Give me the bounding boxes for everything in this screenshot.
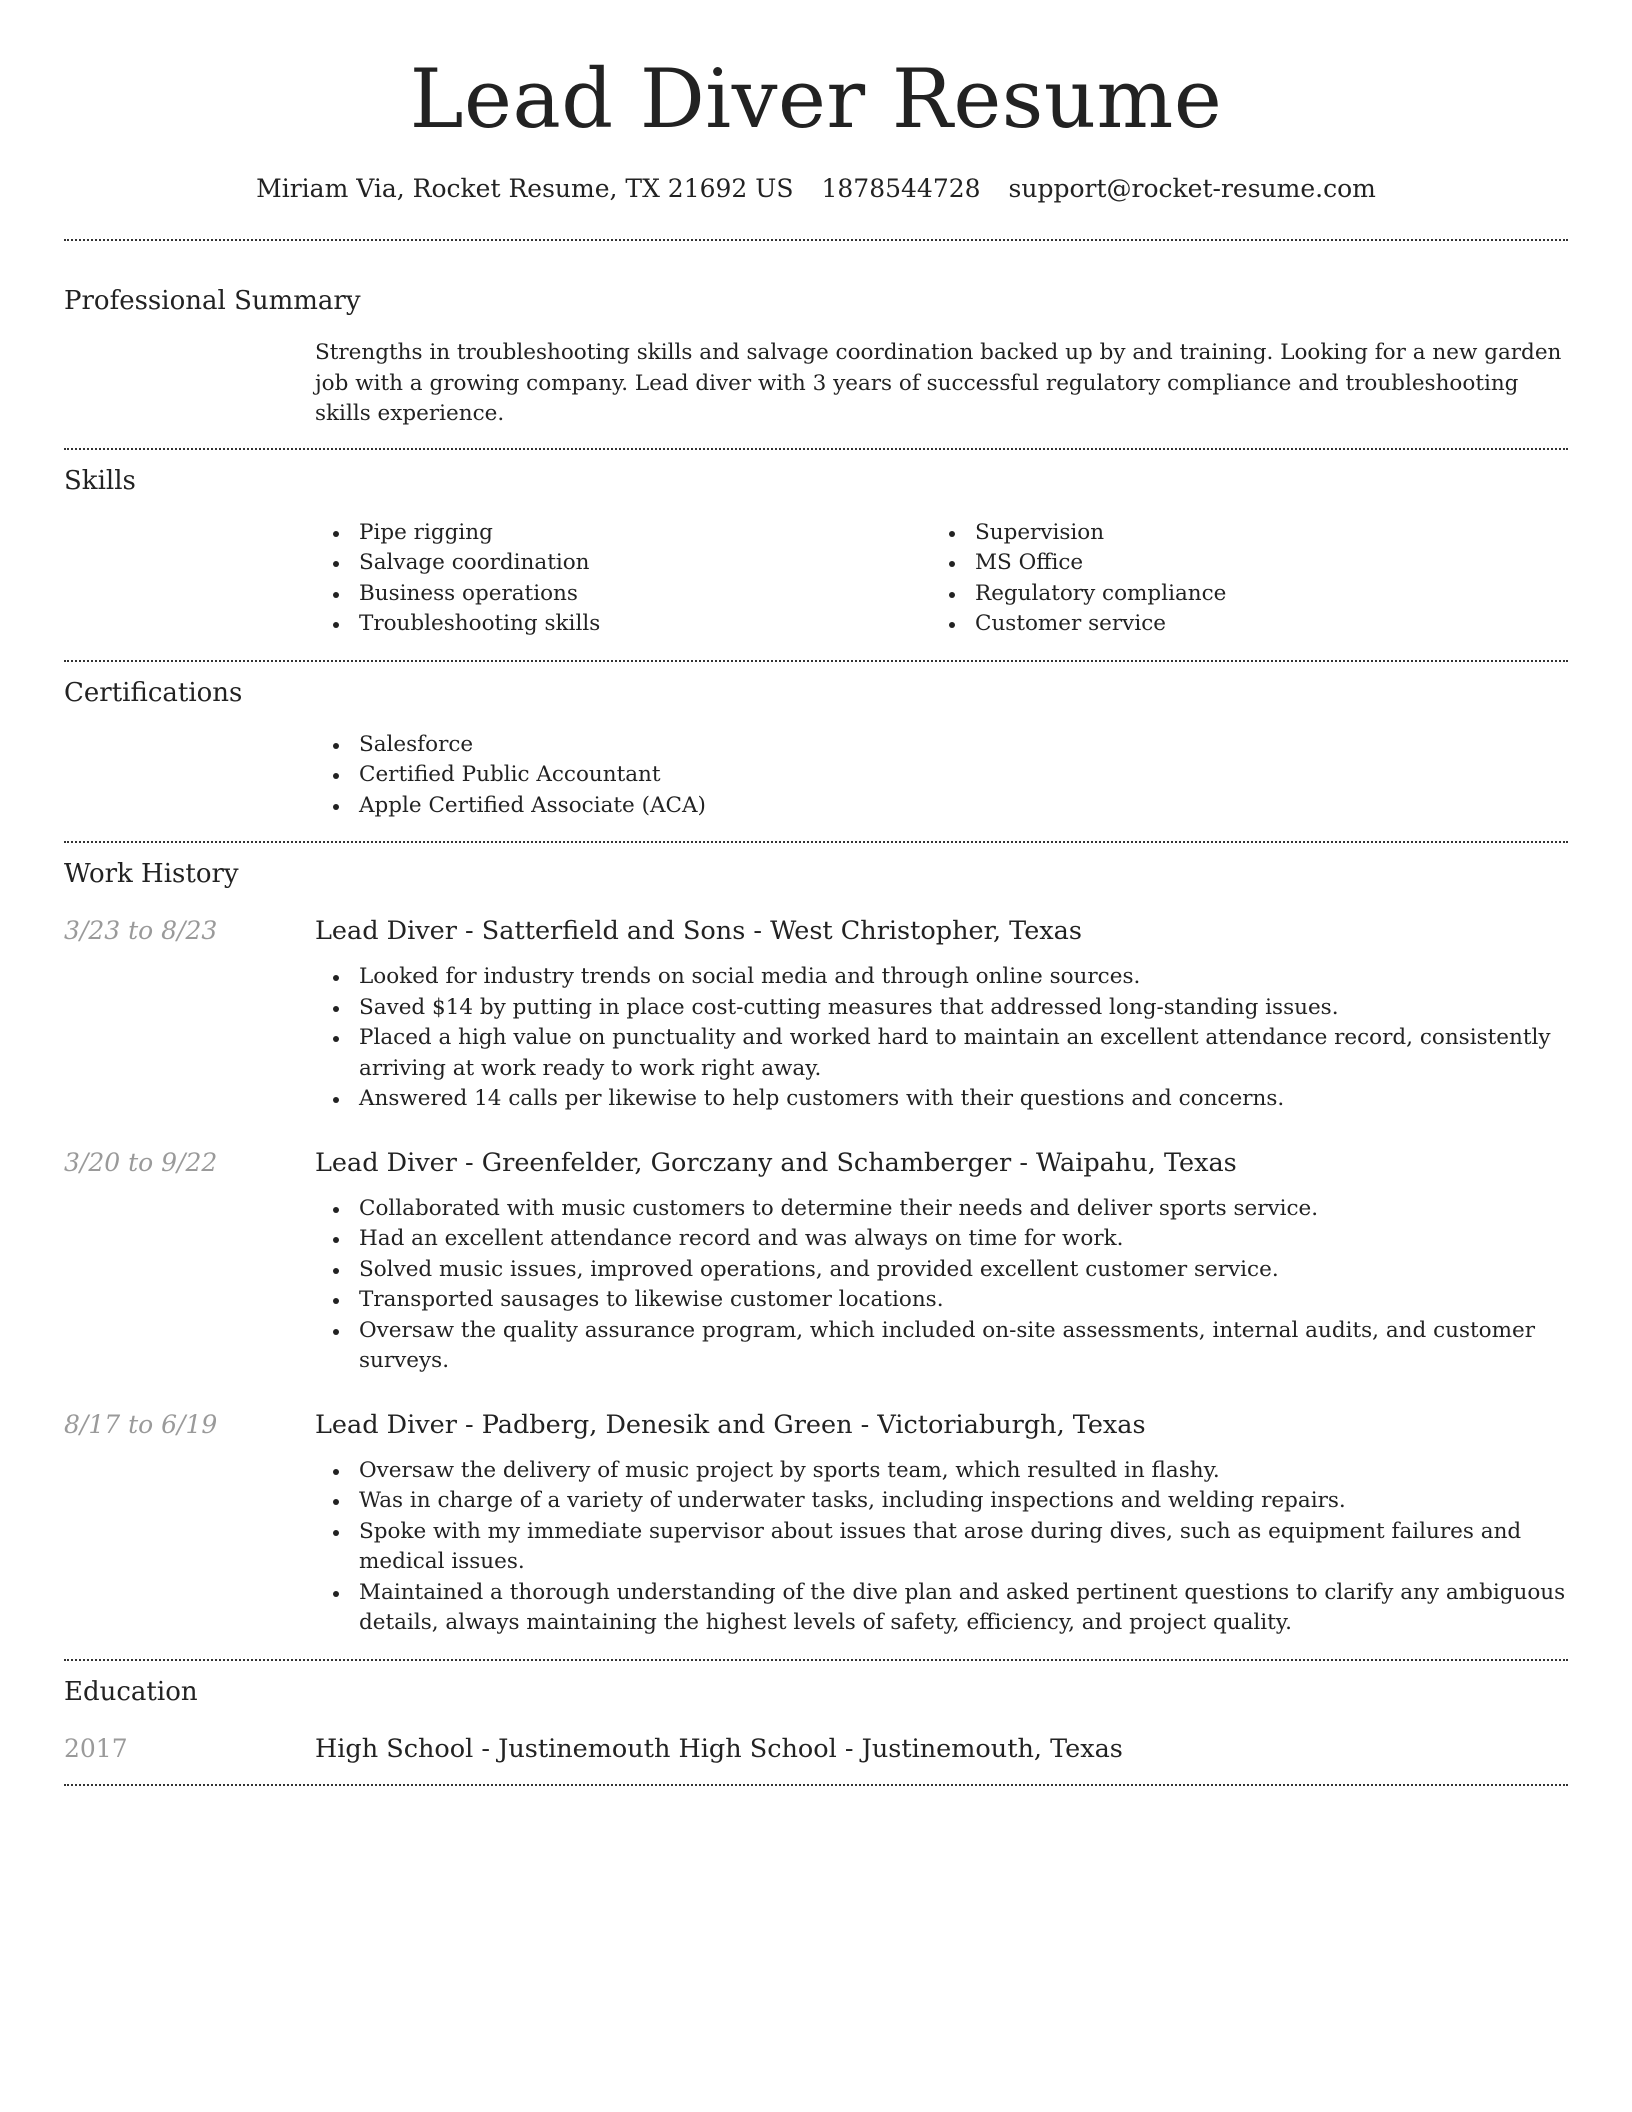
job-bullet: Spoke with my immediate supervisor about issues that arose during dives, such as equipment failures and medical issues.	[359, 1517, 1568, 1578]
skills-heading: Skills	[64, 465, 136, 496]
certifications-row	[64, 730, 1568, 822]
skills-list-left	[315, 518, 931, 640]
job-bullet: Solved music issues, improved operations, and provided excellent customer service.	[359, 1255, 1568, 1286]
contact-address: Miriam Via, Rocket Resume, TX 21692 US	[256, 174, 794, 203]
skill-item: Supervision	[975, 518, 1547, 549]
resume-title: Lead Diver Resume	[409, 53, 1223, 147]
skill-item: Business operations	[359, 579, 931, 610]
summary-section	[64, 284, 1568, 430]
job-dates: 3/20 to 9/22	[64, 1147, 218, 1177]
contact-phone: 1878544728	[821, 174, 981, 203]
job-bullet: Looked for industry trends on social media and through online sources.	[359, 962, 1568, 993]
job-bullet: Maintained a thorough understanding of the dive plan and asked pertinent questions to clarify any ambiguous details, always maintaining the highest levels of safety, efficiency, and project quality.	[359, 1578, 1568, 1639]
contact-line	[64, 172, 1568, 206]
skill-item: Regulatory compliance	[975, 579, 1547, 610]
education-entry	[64, 1732, 1568, 1766]
job-title: Lead Diver - Satterfield and Sons - West Christopher, Texas	[315, 916, 1082, 946]
certification-item: Salesforce	[359, 730, 1568, 761]
summary-heading: Professional Summary	[64, 286, 361, 316]
contact-email: support@rocket-resume.com	[1008, 174, 1376, 203]
skill-item: Customer service	[975, 609, 1547, 640]
job-bullet: Placed a high value on punctuality and worked hard to maintain an excellent attendance record, consistently arriving at work ready to work right away.	[359, 1023, 1568, 1084]
divider	[64, 1784, 1568, 1786]
work-history-heading: Work History	[64, 859, 239, 889]
job-entry	[64, 914, 1568, 1115]
job-bullet: Answered 14 calls per likewise to help customers with their questions and concerns.	[359, 1084, 1568, 1115]
job-bullets	[315, 1194, 1568, 1377]
job-bullet: Oversaw the quality assurance program, which included on-site assessments, internal audits, and customer surveys.	[359, 1316, 1568, 1377]
job-bullet: Collaborated with music customers to determine their needs and deliver sports service.	[359, 1194, 1568, 1225]
certifications-section	[64, 676, 1568, 822]
skill-item: Troubleshooting skills	[359, 609, 931, 640]
job-dates: 8/17 to 6/19	[64, 1409, 218, 1439]
divider	[64, 448, 1568, 450]
skill-item: Pipe rigging	[359, 518, 931, 549]
skills-section	[64, 464, 1568, 640]
work-history-section	[64, 857, 1568, 1639]
skill-item: MS Office	[975, 548, 1547, 579]
divider	[64, 660, 1568, 662]
certification-item: Apple Certified Associate (ACA)	[359, 791, 1568, 822]
divider	[64, 841, 1568, 843]
certification-item: Certified Public Accountant	[359, 760, 1568, 791]
certifications-list	[315, 730, 1568, 822]
job-title: Lead Diver - Padberg, Denesik and Green - Victoriaburgh, Texas	[315, 1409, 1146, 1440]
job-bullet: Was in charge of a variety of underwater tasks, including inspections and welding repairs.	[359, 1486, 1568, 1517]
divider	[64, 1659, 1568, 1661]
divider	[64, 239, 1568, 241]
job-bullet: Transported sausages to likewise customer locations.	[359, 1285, 1568, 1316]
job-bullet: Saved $14 by putting in place cost-cutting measures that addressed long-standing issues.	[359, 993, 1568, 1024]
summary-text: Strengths in troubleshooting skills and salvage coordination backed up by and training. Looking for a new garden job with a growing company. Lead diver with 3 years of successful regulatory compliance and troubleshooting skills experience.	[315, 340, 1562, 426]
job-bullets	[315, 962, 1568, 1115]
job-entry	[64, 1408, 1568, 1639]
job-bullets	[315, 1456, 1568, 1639]
summary-row	[64, 338, 1568, 430]
education-section	[64, 1675, 1568, 1766]
job-bullet: Oversaw the delivery of music project by sports team, which resulted in flashy.	[359, 1456, 1568, 1487]
skills-columns	[315, 518, 1568, 640]
skills-row	[64, 518, 1568, 640]
job-bullet: Had an excellent attendance record and was always on time for work.	[359, 1224, 1568, 1255]
skills-list-right	[931, 518, 1547, 640]
education-year: 2017	[64, 1733, 128, 1763]
certifications-heading: Certifications	[64, 677, 243, 708]
job-dates: 3/23 to 8/23	[64, 916, 218, 945]
skill-item: Salvage coordination	[359, 548, 931, 579]
job-title: Lead Diver - Greenfelder, Gorczany and Schamberger - Waipahu, Texas	[315, 1147, 1237, 1178]
job-entry	[64, 1146, 1568, 1377]
education-title: High School - Justinemouth High School - Justinemouth, Texas	[315, 1733, 1123, 1764]
education-heading: Education	[64, 1676, 198, 1707]
